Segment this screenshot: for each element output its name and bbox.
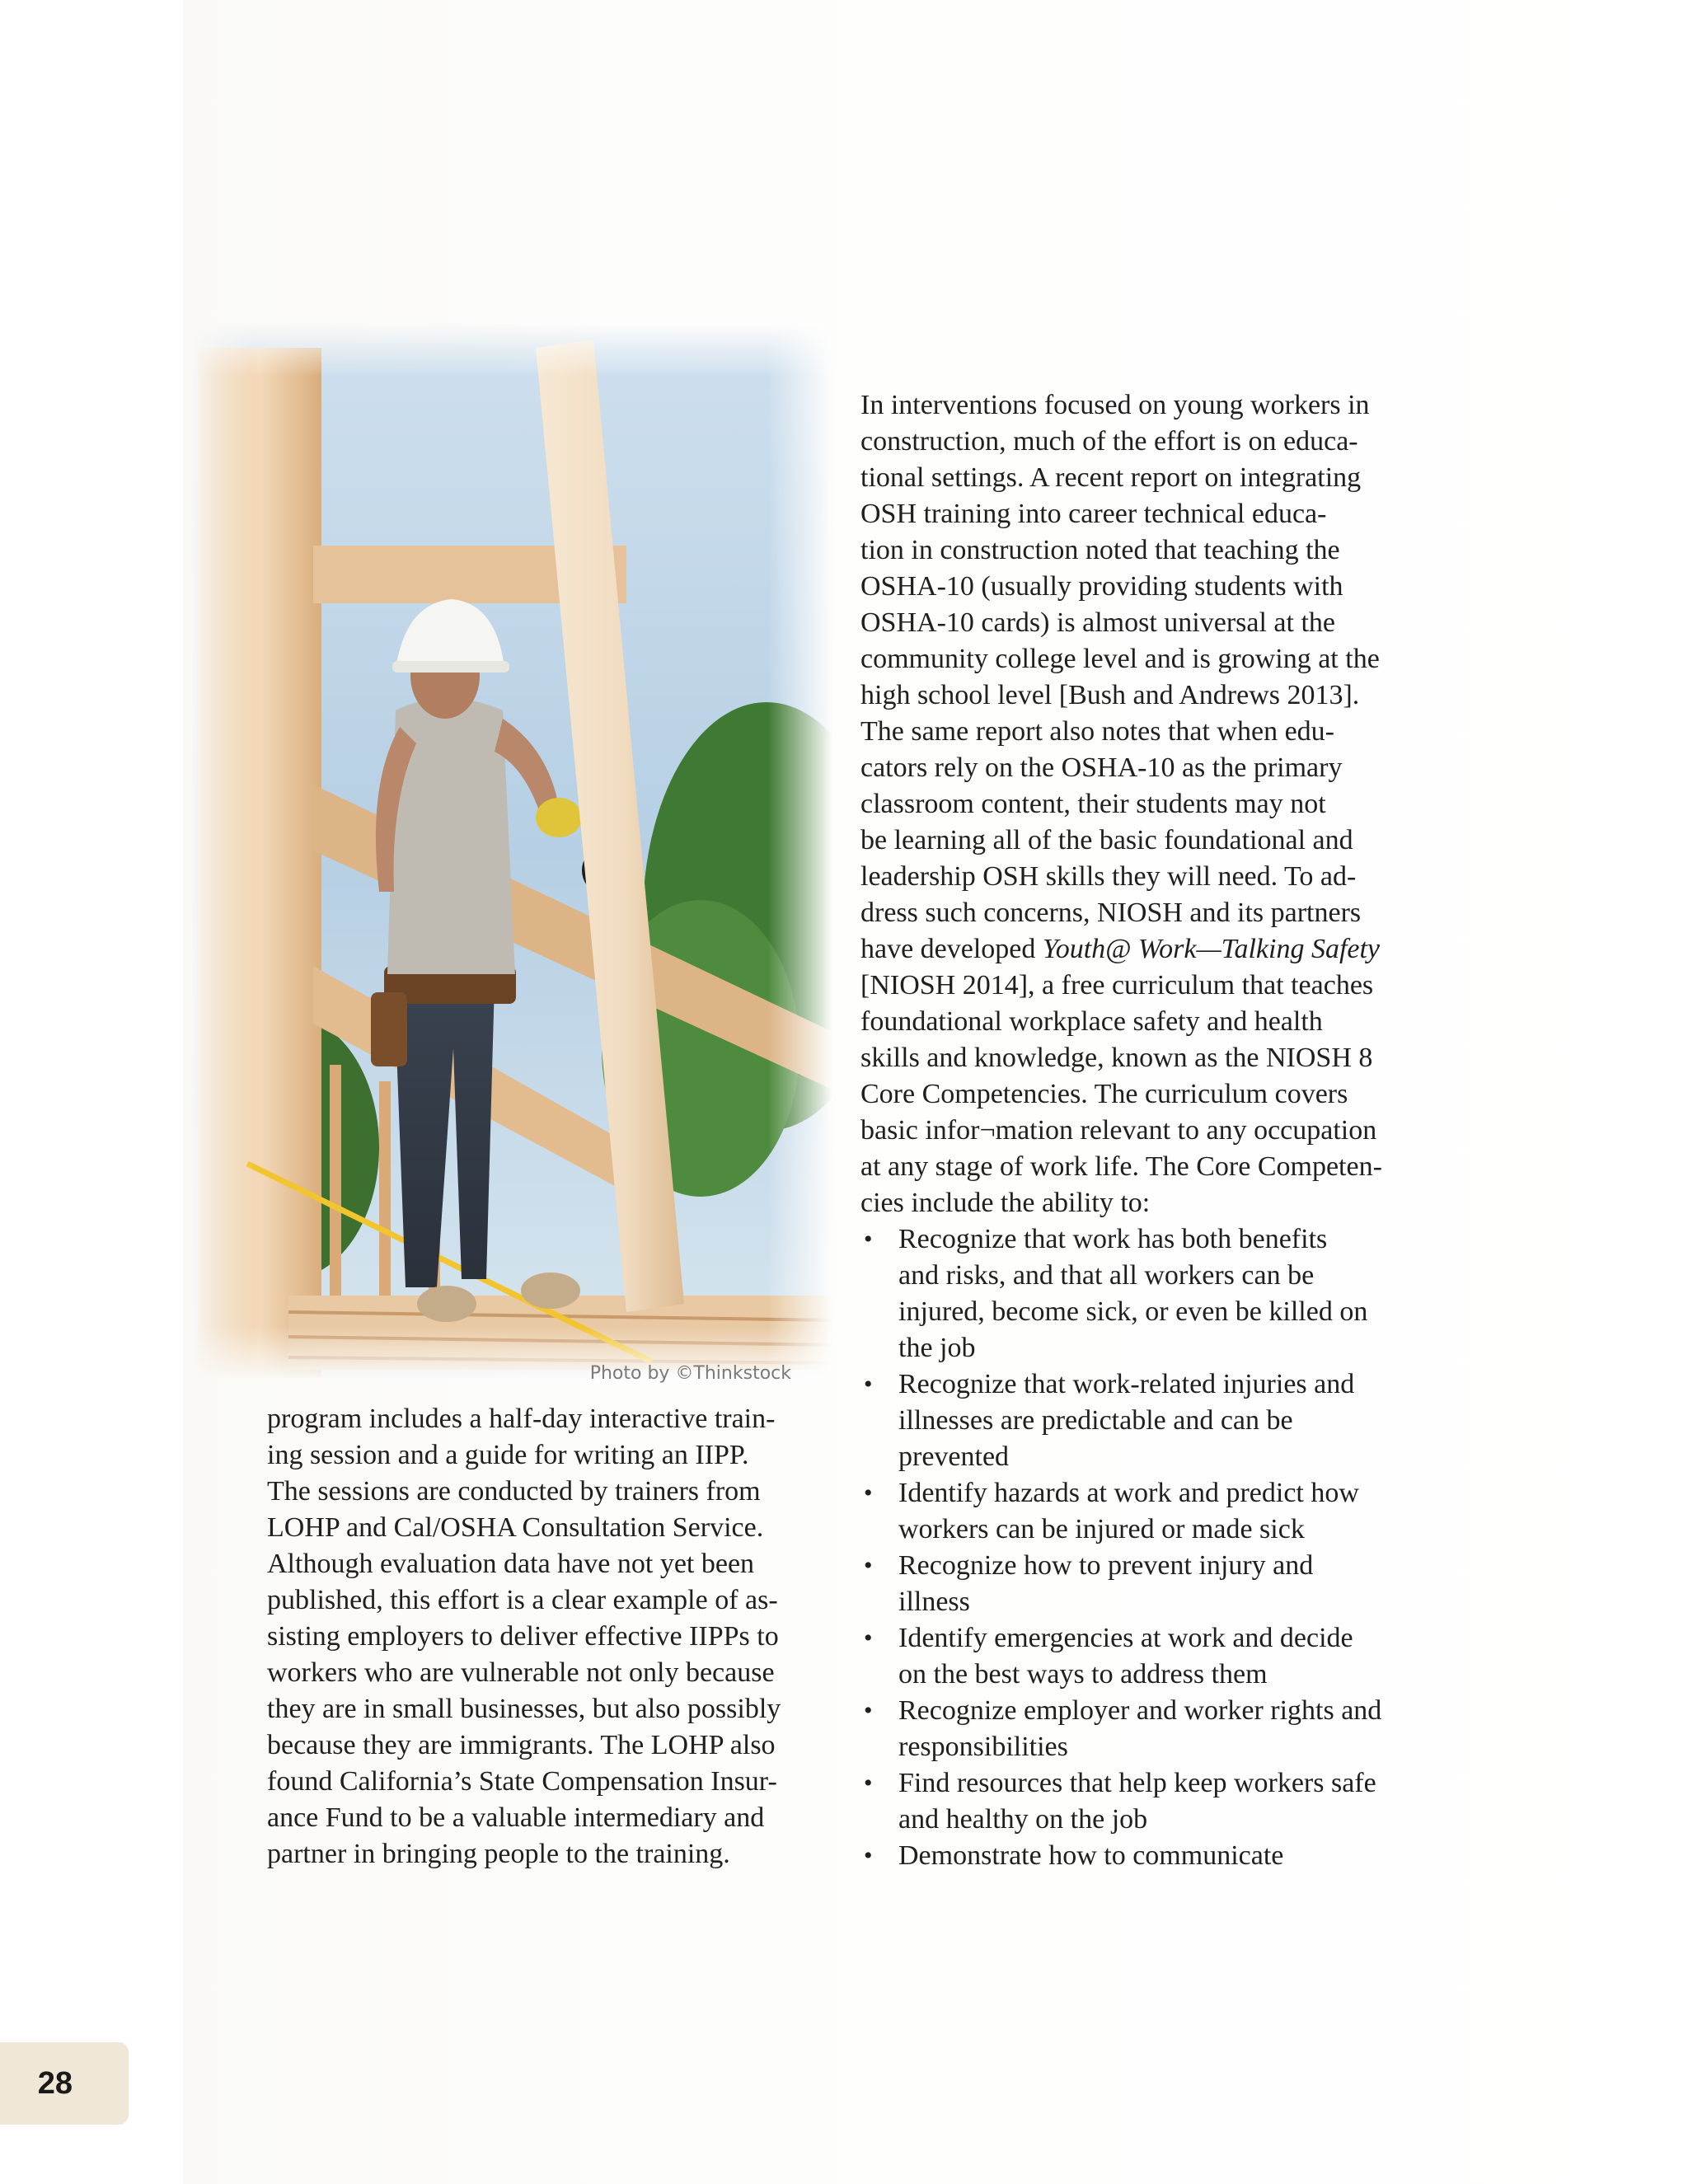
text-line: Find resources that help keep workers safe [898, 1768, 1376, 1798]
bullet-icon: • [864, 1226, 873, 1253]
text-line: tional settings. A recent report on integrating [860, 462, 1362, 493]
list-item [860, 1765, 1437, 1838]
text-line: at any stage of work life. The Core Competen- [860, 1151, 1382, 1182]
text-line: foundational workplace safety and health [860, 1006, 1323, 1037]
text-line: cies include the ability to: [860, 1188, 1151, 1218]
bullet-icon: • [864, 1479, 873, 1507]
text-line: ing session and a guide for writing an IIPP. [267, 1440, 749, 1470]
text-line: tion in construction noted that teaching the [860, 535, 1340, 565]
text-line: In interventions focused on young workers in [860, 390, 1370, 420]
text-line: The same report also notes that when edu- [860, 716, 1334, 747]
bullet-icon: • [864, 1697, 873, 1724]
core-competencies-list [860, 1221, 1437, 1874]
text-line: The sessions are conducted by trainers from [267, 1476, 761, 1507]
bullet-icon: • [864, 1624, 873, 1652]
text-line: prevented [898, 1441, 1010, 1472]
left-column-text [267, 1401, 828, 1872]
text-line: workers can be injured or made sick [898, 1514, 1305, 1544]
text-line: classroom content, their students may not [860, 789, 1326, 819]
bullet-icon: • [864, 1371, 873, 1398]
list-item [860, 1475, 1437, 1548]
text-line: high school level [Bush and Andrews 2013]. [860, 680, 1360, 710]
text-line: Identify hazards at work and predict how [898, 1478, 1359, 1508]
text-line: published, this effort is a clear example of as- [267, 1585, 778, 1615]
text-line: Recognize employer and worker rights and [898, 1695, 1382, 1726]
text-line: responsibilities [898, 1732, 1068, 1762]
list-item [860, 1620, 1437, 1693]
list-item [860, 1548, 1437, 1620]
text-line: illnesses are predictable and can be [898, 1405, 1293, 1436]
photo-illustration [190, 323, 832, 1380]
text-line: [NIOSH 2014], a free curriculum that teaches [860, 970, 1374, 1001]
bullet-icon: • [864, 1842, 873, 1869]
bullet-icon: • [864, 1769, 873, 1797]
text-line: basic infor¬mation relevant to any occupation [860, 1115, 1377, 1146]
page-number: 28 [37, 2066, 73, 2101]
text-line: OSHA-10 cards) is almost universal at the [860, 607, 1335, 638]
developed-prefix: have developed [860, 934, 1043, 964]
text-line: Identify emergencies at work and decide [898, 1623, 1353, 1653]
text-line: Recognize that work-related injuries and [898, 1369, 1355, 1399]
text-line: construction, much of the effort is on educa- [860, 426, 1358, 457]
list-item [860, 1366, 1437, 1475]
text-line: Demonstrate how to communicate [898, 1840, 1284, 1871]
text-line: cators rely on the OSHA-10 as the primary [860, 752, 1343, 783]
text-line: injured, become sick, or even be killed on [898, 1296, 1368, 1327]
text-line: sisting employers to deliver effective IIPPs to [267, 1621, 779, 1652]
text-line: community college level and is growing at the [860, 644, 1380, 674]
list-item [860, 1838, 1437, 1874]
curriculum-title: Youth@ Work—Talking Safety [1042, 934, 1381, 964]
text-line: program includes a half-day interactive train- [267, 1404, 776, 1434]
right-column-text [860, 387, 1437, 1874]
text-line: workers who are vulnerable not only because [267, 1657, 775, 1688]
text-line: the job [898, 1333, 976, 1363]
text-line-with-title [860, 931, 1437, 968]
text-line: ance Fund to be a valuable intermediary and [267, 1802, 765, 1833]
text-line: Although evaluation data have not yet been [267, 1549, 755, 1579]
text-line: illness [898, 1586, 970, 1617]
text-line: be learning all of the basic foundational and [860, 825, 1353, 855]
text-line: leadership OSH skills they will need. To ad- [860, 861, 1357, 892]
construction-worker-photo [190, 323, 832, 1380]
photo-caption: Photo by ©Thinkstock [589, 1363, 791, 1384]
text-line: and risks, and that all workers can be [898, 1260, 1315, 1291]
text-line: and healthy on the job [898, 1804, 1148, 1835]
bullet-icon: • [864, 1552, 873, 1579]
text-line: OSHA-10 (usually providing students with [860, 571, 1343, 602]
text-line: LOHP and Cal/OSHA Consultation Service. [267, 1512, 764, 1543]
text-line: Core Competencies. The curriculum covers [860, 1079, 1348, 1109]
text-line: skills and knowledge, known as the NIOSH 8 [860, 1043, 1373, 1073]
text-line: Recognize how to prevent injury and [898, 1550, 1314, 1581]
text-line: they are in small businesses, but also possibly [267, 1694, 781, 1724]
text-line: on the best ways to address them [898, 1659, 1268, 1690]
text-line: OSH training into career technical educa- [860, 499, 1327, 529]
text-line: dress such concerns, NIOSH and its partners [860, 898, 1362, 928]
text-line: partner in bringing people to the training. [267, 1839, 730, 1869]
list-item [860, 1221, 1437, 1366]
list-item [860, 1693, 1437, 1765]
text-line: because they are immigrants. The LOHP also [267, 1730, 776, 1760]
text-line: Recognize that work has both benefits [898, 1224, 1328, 1254]
text-line: found California’s State Compensation Insur- [267, 1766, 777, 1797]
